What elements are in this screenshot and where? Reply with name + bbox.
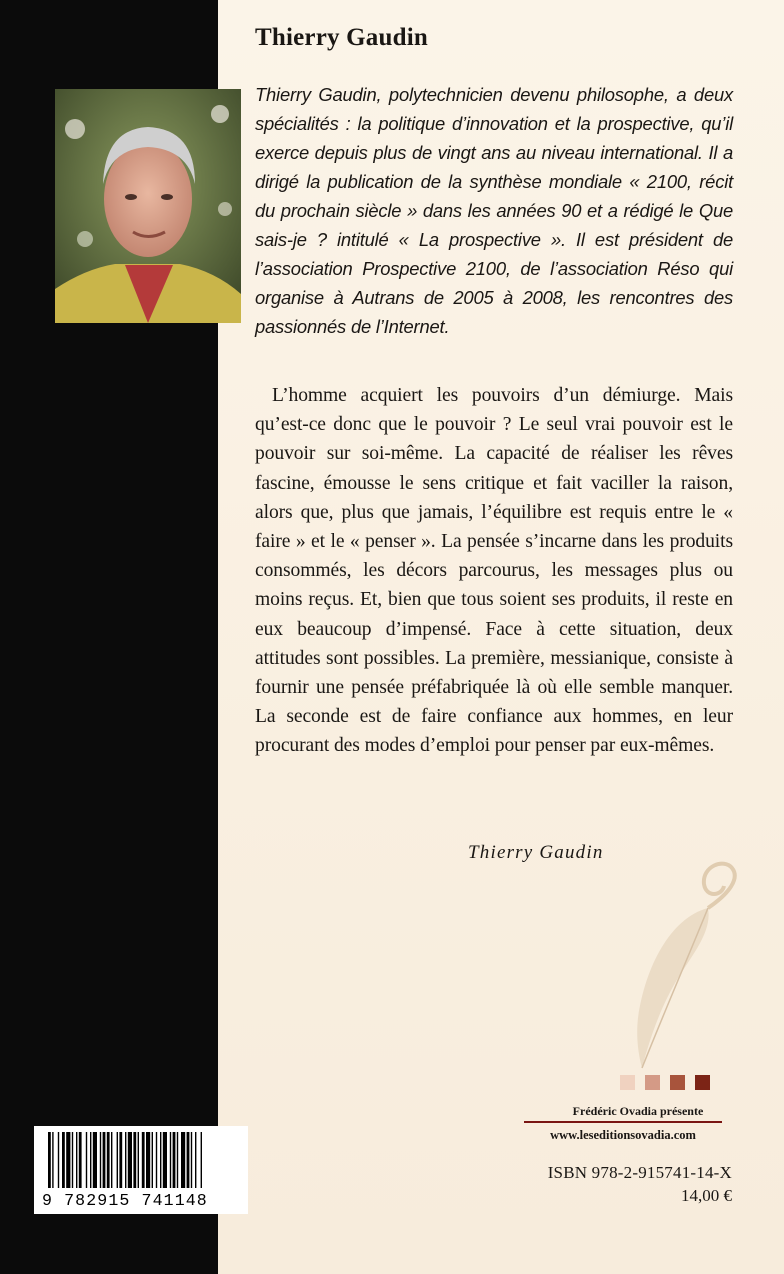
author-signature: Thierry Gaudin [468,842,604,863]
barcode-bar [146,1132,150,1188]
barcode-bar [156,1132,157,1188]
square-2 [645,1075,660,1090]
barcode-bar [187,1132,190,1188]
barcode-bar [128,1132,132,1188]
barcode-bar [103,1132,106,1188]
barcode-bar [125,1132,126,1188]
barcode-bar [111,1132,112,1188]
barcode-bar [191,1132,192,1188]
barcode-bar [107,1132,110,1188]
book-blurb: L’homme acquiert les pouvoirs d’un démiurge. Mais qu’est-ce donc que le pouvoir ? Le seul vrai pouvoir est le pouvoir sur soi-même. La capacité de réaliser les rêves fascine, émousse le sens critique et fait vaciller la raison, alors que, plus que jamais, l’équilibre est requis entre le « faire » et le « penser ». La pensée s’incarne dans les produits consommés, les décors parcourus, les messages plus ou moins reçus. Et, bien que tous soient ses produits, il reste en eux beaucoup d’impensé. Face à cette situation, deux attitudes sont possibles. La première, messianique, consiste à fournir une pensée préfabriquée là où elle semble manquer. La seconde est de faire confiance aux hommes, en leur procurant des modes d’emploi pour penser par eux-mêmes. [255,385,733,757]
quill-feather-logo [600,858,750,1073]
barcode-bar [163,1132,167,1188]
author-photo [55,89,241,323]
barcode-bar [62,1132,65,1188]
barcode-bar [66,1132,70,1188]
author-heading: Thierry Gaudin [255,24,428,51]
isbn: ISBN 978-2-915741-14-X [547,1163,732,1182]
barcode-bar [72,1132,73,1188]
barcode-bar [142,1132,145,1188]
barcode-bar [76,1132,77,1188]
square-4 [695,1075,710,1090]
square-1 [620,1075,635,1090]
barcode-bar [100,1132,101,1188]
barcode-bar [52,1132,53,1188]
price: 14,00 € [681,1186,732,1205]
barcode-bar [86,1132,87,1188]
barcode-bar [117,1132,118,1188]
author-biography: Thierry Gaudin, polytechnicien devenu philosophe, a deux spécialités : la politique d’innovation et la prospective, qu’il exerce depuis plus de vingt ans au niveau international. Il a dirigé la publication de la synthèse mondiale « 2100, récit du prochain siècle » dans les années 90 et a rédigé le Que sais-je ? intitulé « La prospective ». Il est président de l’association Prospective 2100, de l’association Réso qui organise à Autrans de 2005 à 2008, les rencontres des passionnés de l’Internet. [255,84,733,337]
publisher-line: Frédéric Ovadia présente [572,1104,704,1118]
barcode-bar [181,1132,185,1188]
barcode-bar [160,1132,161,1188]
publisher-website: www.leseditionsovadia.com [550,1128,696,1142]
square-3 [670,1075,685,1090]
publisher-rule [524,1121,722,1123]
barcode-bar [177,1132,178,1188]
barcode-bar [90,1132,91,1188]
barcode-bar [170,1132,171,1188]
barcode-number: 9 782915 741148 [42,1191,208,1210]
decorative-squares [620,1075,710,1090]
barcode-bar [173,1132,176,1188]
barcode-bar [152,1132,153,1188]
barcode-bar [195,1132,196,1188]
barcode-bar [119,1132,122,1188]
barcode-bar [93,1132,97,1188]
barcode-bar [79,1132,82,1188]
barcode-bar [48,1132,51,1188]
barcode-bar [133,1132,136,1188]
barcode-bar [138,1132,139,1188]
barcode-bar [58,1132,59,1188]
barcode-bar [201,1132,202,1188]
